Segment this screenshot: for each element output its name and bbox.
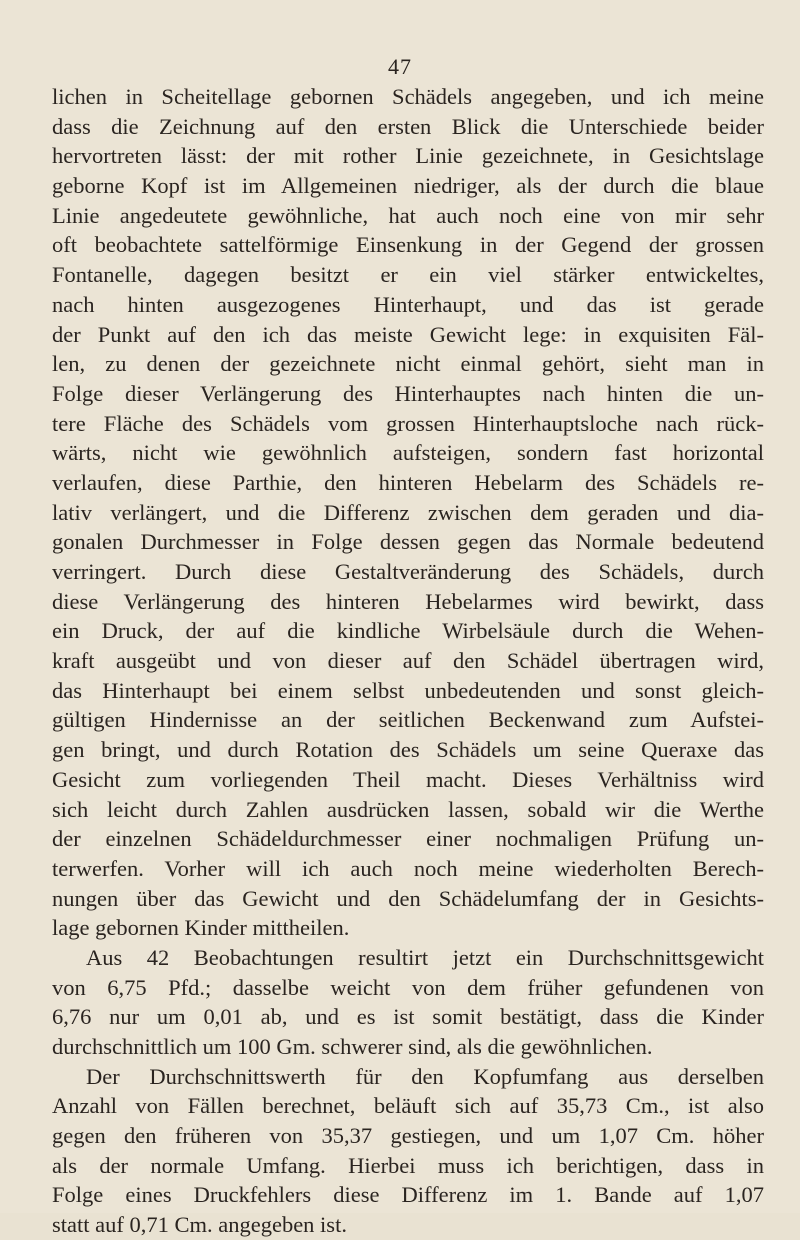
body-text — [52, 82, 764, 1240]
text-line: Anzahl von Fällen berechnet, beläuft sich auf 35,73 Cm., ist also — [52, 1093, 764, 1119]
text-line: ein Druck, der auf die kindliche Wirbelsäule durch die Wehen- — [52, 618, 764, 644]
text-line: terwerfen. Vorher will ich auch noch meine wiederholten Berech- — [52, 855, 764, 881]
text-line: Linie angedeutete gewöhnliche, hat auch noch eine von mir sehr — [52, 202, 764, 228]
text-line: verlaufen, diese Parthie, den hinteren Hebelarm des Schädels re- — [52, 469, 764, 495]
text-line: wärts, nicht wie gewöhnlich aufsteigen, sondern fast horizontal — [52, 440, 764, 466]
text-line: diese Verlängerung des hinteren Hebelarmes wird bewirkt, dass — [52, 588, 764, 614]
text-line: Folge dieser Verlängerung des Hinterhauptes nach hinten die un- — [52, 380, 764, 406]
text-line: oft beobachtete sattelförmige Einsenkung in der Gegend der grossen — [52, 232, 764, 258]
text-line: lage gebornen Kinder mittheilen. — [52, 915, 350, 941]
text-line: nungen über das Gewicht und den Schädelumfang der in Gesichts- — [52, 885, 764, 911]
text-line: als der normale Umfang. Hierbei muss ich berichtigen, dass in — [52, 1152, 764, 1178]
text-line: Aus 42 Beobachtungen resultirt jetzt ein Durchschnittsgewicht — [86, 944, 764, 970]
text-line: sich leicht durch Zahlen ausdrücken lassen, sobald wir die Werthe — [52, 796, 764, 822]
text-line: len, zu denen der gezeichnete nicht einmal gehört, sieht man in — [52, 351, 764, 377]
text-line: geborne Kopf ist im Allgemeinen niedriger, als der durch die blaue — [52, 173, 764, 199]
text-line: dass die Zeichnung auf den ersten Blick die Unterschiede beider — [52, 113, 764, 139]
text-line: lativ verlängert, und die Differenz zwischen dem geraden und dia- — [52, 499, 764, 525]
text-line: durchschnittlich um 100 Gm. schwerer sind, als die gewöhnlichen. — [52, 1034, 653, 1059]
text-line: nach hinten ausgezogenes Hinterhaupt, und das ist gerade — [52, 291, 764, 317]
text-line: der einzelnen Schädeldurchmesser einer nochmaligen Prüfung un- — [52, 826, 764, 852]
text-line: Fontanelle, dagegen besitzt er ein viel stärker entwickeltes, — [52, 262, 764, 288]
text-line: 6,76 nur um 0,01 ab, und es ist somit bestätigt, dass die Kinder — [52, 1004, 764, 1030]
text-line: gegen den früheren von 35,37 gestiegen, und um 1,07 Cm. höher — [52, 1123, 764, 1149]
text-line: Der Durchschnittswerth für den Kopfumfang aus derselben — [86, 1063, 764, 1089]
text-line: gonalen Durchmesser in Folge dessen gegen das Normale bedeutend — [52, 529, 764, 555]
text-line: gültigen Hindernisse an der seitlichen Beckenwand zum Aufstei- — [52, 707, 764, 733]
text-line: das Hinterhaupt bei einem selbst unbedeutenden und sonst gleich- — [52, 677, 764, 703]
text-line: tere Fläche des Schädels vom grossen Hinterhauptsloche nach rück- — [52, 410, 764, 436]
text-line: hervortreten lässt: der mit rother Linie gezeichnete, in Gesichtslage — [52, 143, 764, 169]
text-line: lichen in Scheitellage gebornen Schädels angegeben, und ich meine — [52, 84, 764, 109]
text-line: von 6,75 Pfd.; dasselbe weicht von dem früher gefundenen von — [52, 974, 764, 1000]
text-line: Folge eines Druckfehlers diese Differenz im 1. Bande auf 1,07 — [52, 1182, 764, 1208]
text-line: gen bringt, und durch Rotation des Schädels um seine Queraxe das — [52, 737, 764, 763]
text-line: der Punkt auf den ich das meiste Gewicht lege: in exquisiten Fäl- — [52, 321, 764, 347]
text-line: statt auf 0,71 Cm. angegeben ist. — [52, 1212, 347, 1238]
page-number: 47 — [388, 54, 412, 79]
text-line: kraft ausgeübt und von dieser auf den Schädel übertragen wird, — [52, 648, 764, 674]
text-line: Gesicht zum vorliegenden Theil macht. Dieses Verhältniss wird — [52, 766, 764, 792]
text-line: verringert. Durch diese Gestaltveränderung des Schädels, durch — [52, 559, 764, 584]
